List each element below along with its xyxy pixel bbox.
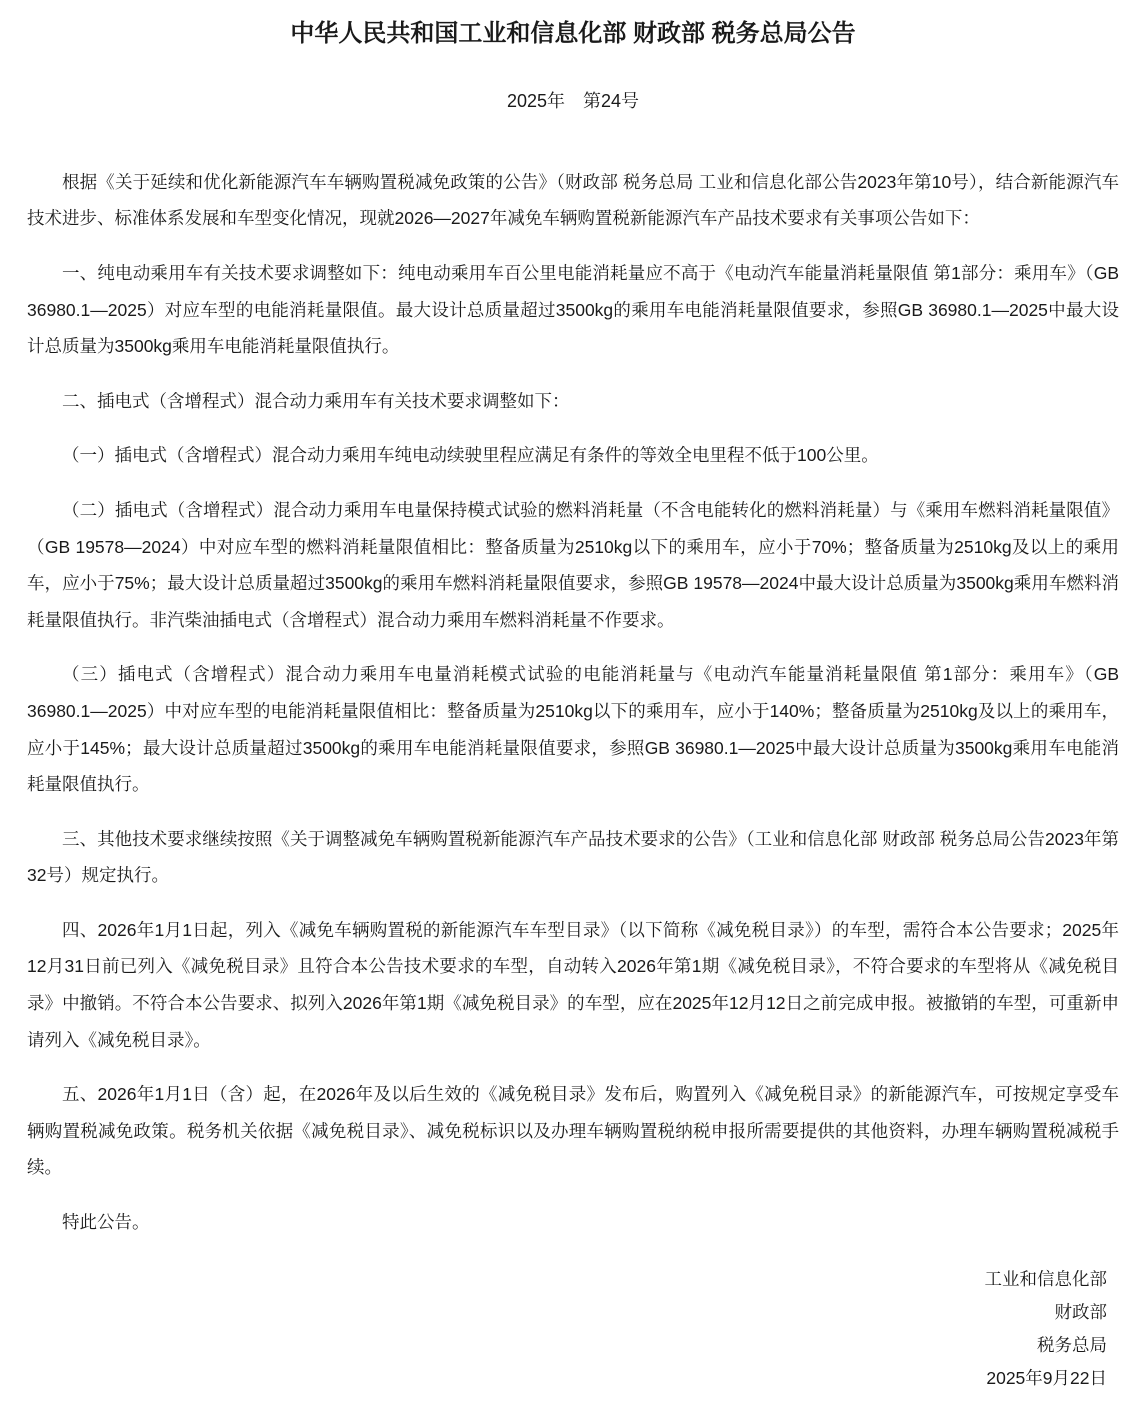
paragraph-section-2-item-3: （三）插电式（含增程式）混合动力乘用车电量消耗模式试验的电能消耗量与《电动汽车能量消耗量限值 第1部分：乘用车》（GB 36980.1—2025）中对应车型的电能消耗量限值相比：整备质量为2510kg以下的乘用车，应小于140%；整备质量为2510kg及以上的乘用车，应小于145%；最大设计总质量超过3500kg的乘用车电能消耗量限值要求，参照GB 36980.1—2025中最大设计总质量为3500kg乘用车电能消耗量限值执行。: [27, 664, 1119, 795]
document-title: 中华人民共和国工业和信息化部 财政部 税务总局公告: [290, 20, 856, 47]
paragraph-section-2-item-1: （一）插电式（含增程式）混合动力乘用车纯电动续驶里程应满足有条件的等效全电里程不低于100公里。: [62, 445, 879, 466]
signature-sta: 税务总局: [1037, 1334, 1107, 1355]
closing-statement: 特此公告。: [62, 1212, 150, 1233]
paragraph-section-5: 五、2026年1月1日（含）起，在2026年及以后生效的《减免税目录》发布后，购置列入《减免税目录》的新能源汽车，可按规定享受车辆购置税减免政策。税务机关依据《减免税目录》、减免税标识以及办理车辆购置税纳税申报所需要提供的其他资料，办理车辆购置税减税手续。: [27, 1084, 1119, 1178]
signature-block: [27, 1263, 1119, 1395]
paragraph-section-2: 二、插电式（含增程式）混合动力乘用车有关技术要求调整如下：: [62, 390, 570, 411]
paragraph-section-3: 三、其他技术要求继续按照《关于调整减免车辆购置税新能源汽车产品技术要求的公告》（工业和信息化部 财政部 税务总局公告2023年第32号）规定执行。: [27, 828, 1119, 886]
signature-miit: 工业和信息化部: [984, 1268, 1107, 1289]
signature-mof: 财政部: [1054, 1301, 1107, 1322]
paragraph-intro: 根据《关于延续和优化新能源汽车车辆购置税减免政策的公告》（财政部 税务总局 工业和信息化部公告2023年第10号），结合新能源汽车技术进步、标准体系发展和车型变化情况，现就2026—2027年减免车辆购置税新能源汽车产品技术要求有关事项公告如下：: [27, 171, 1119, 229]
announcement-date: 2025年9月22日: [986, 1367, 1107, 1388]
paragraph-section-4: 四、2026年1月1日起，列入《减免车辆购置税的新能源汽车车型目录》（以下简称《减免税目录》）的车型，需符合本公告要求；2025年12月31日前已列入《减免税目录》且符合本公告技术要求的车型，自动转入2026年第1期《减免税目录》，不符合要求的车型将从《减免税目录》中撤销。不符合本公告要求、拟列入2026年第1期《减免税目录》的车型，应在2025年12月12日之前完成申报。被撤销的车型，可重新申请列入《减免税目录》。: [27, 919, 1119, 1050]
document-body: [27, 164, 1119, 1241]
paragraph-section-1: 一、纯电动乘用车有关技术要求调整如下：纯电动乘用车百公里电能消耗量应不高于《电动汽车能量消耗量限值 第1部分：乘用车》（GB 36980.1—2025）对应车型的电能消耗量限值。最大设计总质量超过3500kg的乘用车电能消耗量限值要求，参照GB 36980.1—2025中最大设计总质量为3500kg乘用车电能消耗量限值执行。: [27, 262, 1119, 357]
paragraph-section-2-item-2: （二）插电式（含增程式）混合动力乘用车电量保持模式试验的燃料消耗量（不含电能转化的燃料消耗量）与《乘用车燃料消耗量限值》（GB 19578—2024）中对应车型的燃料消耗量限值相比：整备质量为2510kg以下的乘用车，应小于70%；整备质量为2510kg及以上的乘用车，应小于75%；最大设计总质量超过3500kg的乘用车燃料消耗量限值要求，参照GB 19578—2024中最大设计总质量为3500kg乘用车燃料消耗量限值执行。非汽柴油插电式（含增程式）混合动力乘用车燃料消耗量不作要求。: [27, 499, 1119, 630]
issue-number: 2025年 第24号: [506, 90, 640, 111]
